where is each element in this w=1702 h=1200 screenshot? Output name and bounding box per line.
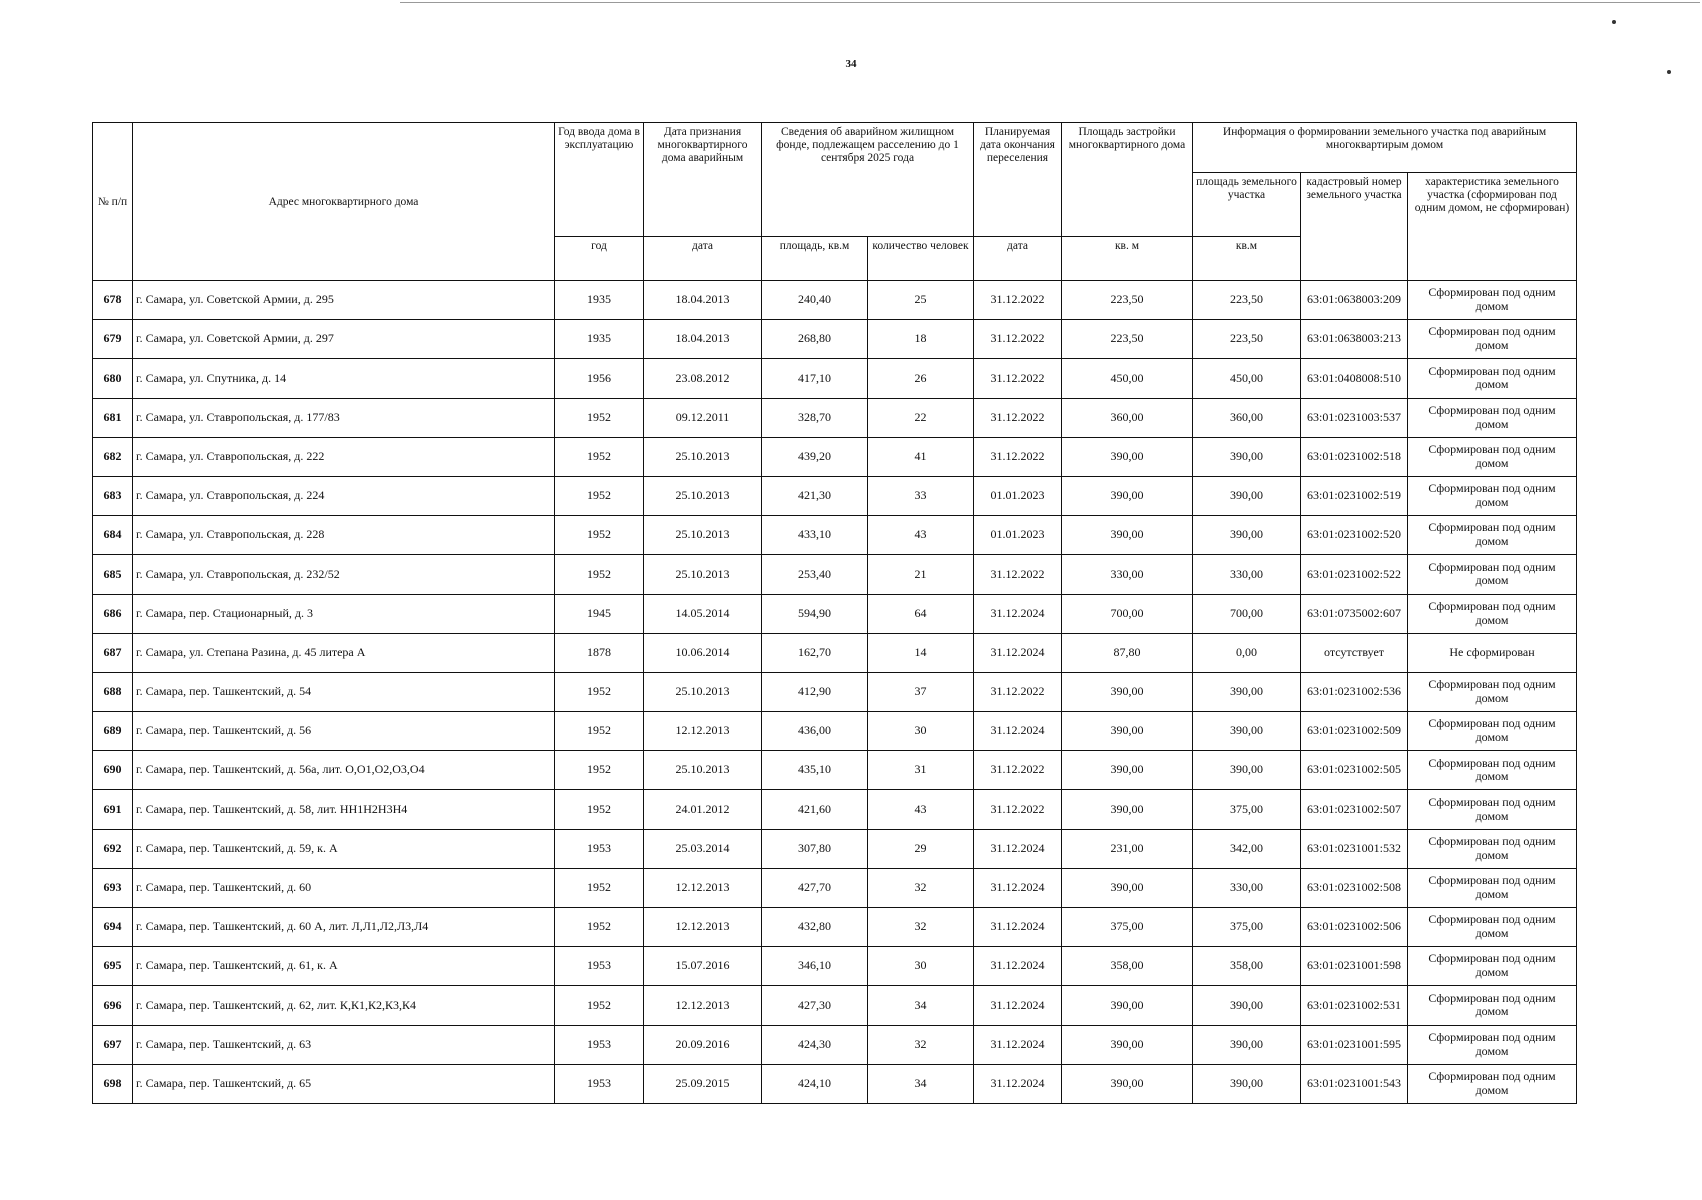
cell-no: 694 xyxy=(93,908,133,947)
cell-planned-date: 01.01.2023 xyxy=(974,476,1062,515)
cell-people: 31 xyxy=(868,751,974,790)
cell-people: 32 xyxy=(868,868,974,907)
cell-land-area: 390,00 xyxy=(1193,986,1301,1025)
cell-building-area: 358,00 xyxy=(1062,947,1193,986)
cell-land-area: 390,00 xyxy=(1193,672,1301,711)
cell-address: г. Самара, ул. Ставропольская, д. 177/83 xyxy=(133,398,555,437)
cell-land-status: Сформирован под одним домом xyxy=(1408,555,1577,594)
table-row xyxy=(93,320,1577,359)
cell-area: 433,10 xyxy=(762,516,868,555)
cell-address: г. Самара, ул. Степана Разина, д. 45 литера А xyxy=(133,633,555,672)
cell-land-status: Сформирован под одним домом xyxy=(1408,281,1577,320)
cell-cadastral: 63:01:0231002:505 xyxy=(1301,751,1408,790)
table-row xyxy=(93,476,1577,515)
table-row xyxy=(93,594,1577,633)
cell-land-status: Сформирован под одним домом xyxy=(1408,516,1577,555)
cell-planned-date: 31.12.2024 xyxy=(974,868,1062,907)
table-row xyxy=(93,672,1577,711)
cell-cadastral: 63:01:0231001:532 xyxy=(1301,829,1408,868)
cell-year: 1953 xyxy=(555,1064,644,1103)
cell-year: 1952 xyxy=(555,712,644,751)
cell-people: 43 xyxy=(868,516,974,555)
cell-no: 688 xyxy=(93,672,133,711)
cell-land-status: Сформирован под одним домом xyxy=(1408,320,1577,359)
cell-no: 678 xyxy=(93,281,133,320)
cell-land-status: Сформирован под одним домом xyxy=(1408,712,1577,751)
cell-planned-date: 31.12.2024 xyxy=(974,712,1062,751)
header-row-top xyxy=(93,123,1577,173)
page-number: 34 xyxy=(845,58,857,70)
cell-building-area: 450,00 xyxy=(1062,359,1193,398)
cell-address: г. Самара, пер. Ташкентский, д. 61, к. А xyxy=(133,947,555,986)
cell-land-status: Сформирован под одним домом xyxy=(1408,986,1577,1025)
cell-year: 1952 xyxy=(555,672,644,711)
cell-cadastral: 63:01:0735002:607 xyxy=(1301,594,1408,633)
cell-year: 1952 xyxy=(555,476,644,515)
cell-land-status: Не сформирован xyxy=(1408,633,1577,672)
cell-planned-date: 31.12.2022 xyxy=(974,320,1062,359)
cell-no: 697 xyxy=(93,1025,133,1064)
cell-area: 253,40 xyxy=(762,555,868,594)
cell-date: 25.09.2015 xyxy=(644,1064,762,1103)
cell-people: 25 xyxy=(868,281,974,320)
table-row xyxy=(93,633,1577,672)
table-row xyxy=(93,398,1577,437)
cell-building-area: 390,00 xyxy=(1062,476,1193,515)
cell-people: 30 xyxy=(868,947,974,986)
cell-year: 1953 xyxy=(555,1025,644,1064)
cell-address: г. Самара, ул. Ставропольская, д. 228 xyxy=(133,516,555,555)
cell-address: г. Самара, пер. Ташкентский, д. 65 xyxy=(133,1064,555,1103)
header-housing-info: Сведения об аварийном жилищном фонде, подлежащем расселению до 1 сентября 2025 года xyxy=(762,123,974,237)
cell-land-area: 330,00 xyxy=(1193,555,1301,594)
cell-land-area: 375,00 xyxy=(1193,908,1301,947)
cell-cadastral: 63:01:0231002:522 xyxy=(1301,555,1408,594)
table-row xyxy=(93,712,1577,751)
cell-building-area: 231,00 xyxy=(1062,829,1193,868)
cell-land-status: Сформирован под одним домом xyxy=(1408,437,1577,476)
cell-building-area: 390,00 xyxy=(1062,751,1193,790)
cell-cadastral: 63:01:0231002:508 xyxy=(1301,868,1408,907)
cell-date: 12.12.2013 xyxy=(644,712,762,751)
cell-area: 240,40 xyxy=(762,281,868,320)
cell-no: 686 xyxy=(93,594,133,633)
cell-year: 1952 xyxy=(555,908,644,947)
cell-planned-date: 01.01.2023 xyxy=(974,516,1062,555)
cell-year: 1952 xyxy=(555,868,644,907)
header-cadastral: кадастровый номер земельного участка xyxy=(1301,173,1408,281)
cell-year: 1952 xyxy=(555,398,644,437)
cell-planned-date: 31.12.2024 xyxy=(974,1064,1062,1103)
header-no: № п/п xyxy=(93,123,133,281)
cell-planned-date: 31.12.2022 xyxy=(974,672,1062,711)
scan-artifact-dot xyxy=(1612,20,1616,24)
cell-cadastral: 63:01:0231002:519 xyxy=(1301,476,1408,515)
cell-land-status: Сформирован под одним домом xyxy=(1408,1064,1577,1103)
cell-no: 682 xyxy=(93,437,133,476)
cell-date: 18.04.2013 xyxy=(644,281,762,320)
cell-year: 1952 xyxy=(555,986,644,1025)
table-row xyxy=(93,947,1577,986)
cell-address: г. Самара, ул. Советской Армии, д. 297 xyxy=(133,320,555,359)
cell-land-area: 450,00 xyxy=(1193,359,1301,398)
cell-date: 12.12.2013 xyxy=(644,868,762,907)
cell-planned-date: 31.12.2022 xyxy=(974,437,1062,476)
cell-cadastral: 63:01:0638003:209 xyxy=(1301,281,1408,320)
cell-area: 424,10 xyxy=(762,1064,868,1103)
cell-land-status: Сформирован под одним домом xyxy=(1408,594,1577,633)
cell-no: 693 xyxy=(93,868,133,907)
cell-cadastral: 63:01:0231002:520 xyxy=(1301,516,1408,555)
unit-area: площадь, кв.м xyxy=(762,237,868,281)
cell-planned-date: 31.12.2024 xyxy=(974,594,1062,633)
table-row xyxy=(93,281,1577,320)
cell-cadastral: 63:01:0231003:537 xyxy=(1301,398,1408,437)
cell-people: 34 xyxy=(868,1064,974,1103)
header-planned-date: Планируемая дата окончания переселения xyxy=(974,123,1062,237)
table-row xyxy=(93,751,1577,790)
header-land-status: характеристика земельного участка (сформирован под одним домом, не сформирован) xyxy=(1408,173,1577,281)
cell-no: 685 xyxy=(93,555,133,594)
cell-cadastral: 63:01:0231002:507 xyxy=(1301,790,1408,829)
cell-area: 421,30 xyxy=(762,476,868,515)
cell-land-status: Сформирован под одним домом xyxy=(1408,359,1577,398)
cell-people: 32 xyxy=(868,908,974,947)
cell-area: 268,80 xyxy=(762,320,868,359)
cell-address: г. Самара, пер. Ташкентский, д. 56 xyxy=(133,712,555,751)
cell-year: 1878 xyxy=(555,633,644,672)
cell-date: 09.12.2011 xyxy=(644,398,762,437)
cell-land-area: 390,00 xyxy=(1193,712,1301,751)
cell-land-status: Сформирован под одним домом xyxy=(1408,672,1577,711)
cell-planned-date: 31.12.2022 xyxy=(974,751,1062,790)
table-row xyxy=(93,1064,1577,1103)
cell-land-status: Сформирован под одним домом xyxy=(1408,908,1577,947)
cell-no: 684 xyxy=(93,516,133,555)
header-building-area: Площадь застройки многоквартирного дома xyxy=(1062,123,1193,237)
cell-cadastral: 63:01:0231002:531 xyxy=(1301,986,1408,1025)
cell-date: 25.10.2013 xyxy=(644,516,762,555)
cell-cadastral: 63:01:0638003:213 xyxy=(1301,320,1408,359)
cell-no: 680 xyxy=(93,359,133,398)
cell-planned-date: 31.12.2022 xyxy=(974,555,1062,594)
cell-date: 25.10.2013 xyxy=(644,476,762,515)
cell-people: 26 xyxy=(868,359,974,398)
cell-land-area: 390,00 xyxy=(1193,1064,1301,1103)
cell-area: 435,10 xyxy=(762,751,868,790)
cell-area: 412,90 xyxy=(762,672,868,711)
cell-date: 14.05.2014 xyxy=(644,594,762,633)
cell-date: 24.01.2012 xyxy=(644,790,762,829)
table-body xyxy=(93,281,1577,1104)
table-row xyxy=(93,908,1577,947)
table-row xyxy=(93,829,1577,868)
cell-cadastral: 63:01:0231001:598 xyxy=(1301,947,1408,986)
header-year-built: Год ввода дома в эксплуатацию xyxy=(555,123,644,237)
cell-address: г. Самара, ул. Советской Армии, д. 295 xyxy=(133,281,555,320)
cell-no: 689 xyxy=(93,712,133,751)
cell-land-area: 390,00 xyxy=(1193,437,1301,476)
cell-year: 1952 xyxy=(555,751,644,790)
cell-planned-date: 31.12.2022 xyxy=(974,790,1062,829)
cell-year: 1945 xyxy=(555,594,644,633)
cell-address: г. Самара, пер. Ташкентский, д. 54 xyxy=(133,672,555,711)
cell-date: 15.07.2016 xyxy=(644,947,762,986)
cell-land-area: 390,00 xyxy=(1193,476,1301,515)
cell-no: 696 xyxy=(93,986,133,1025)
cell-land-area: 375,00 xyxy=(1193,790,1301,829)
cell-year: 1952 xyxy=(555,437,644,476)
cell-building-area: 390,00 xyxy=(1062,1064,1193,1103)
scan-artifact-dot xyxy=(1667,70,1671,74)
emergency-housing-table xyxy=(92,122,1577,1104)
cell-date: 23.08.2012 xyxy=(644,359,762,398)
cell-year: 1953 xyxy=(555,829,644,868)
cell-people: 29 xyxy=(868,829,974,868)
cell-date: 25.03.2014 xyxy=(644,829,762,868)
cell-land-status: Сформирован под одним домом xyxy=(1408,751,1577,790)
cell-area: 439,20 xyxy=(762,437,868,476)
cell-date: 18.04.2013 xyxy=(644,320,762,359)
table-row xyxy=(93,516,1577,555)
cell-people: 43 xyxy=(868,790,974,829)
unit-year: год xyxy=(555,237,644,281)
cell-area: 346,10 xyxy=(762,947,868,986)
table-row xyxy=(93,555,1577,594)
cell-area: 417,10 xyxy=(762,359,868,398)
cell-building-area: 87,80 xyxy=(1062,633,1193,672)
cell-address: г. Самара, пер. Стационарный, д. 3 xyxy=(133,594,555,633)
cell-land-status: Сформирован под одним домом xyxy=(1408,476,1577,515)
cell-no: 679 xyxy=(93,320,133,359)
cell-land-status: Сформирован под одним домом xyxy=(1408,829,1577,868)
cell-building-area: 390,00 xyxy=(1062,1025,1193,1064)
cell-area: 427,30 xyxy=(762,986,868,1025)
cell-building-area: 390,00 xyxy=(1062,790,1193,829)
unit-land-area: кв.м xyxy=(1193,237,1301,281)
cell-building-area: 223,50 xyxy=(1062,281,1193,320)
cell-no: 692 xyxy=(93,829,133,868)
table-row xyxy=(93,437,1577,476)
cell-year: 1953 xyxy=(555,947,644,986)
cell-people: 18 xyxy=(868,320,974,359)
cell-cadastral: 63:01:0231002:536 xyxy=(1301,672,1408,711)
cell-cadastral: отсутствует xyxy=(1301,633,1408,672)
scan-artifact-line xyxy=(400,2,1700,3)
cell-land-area: 223,50 xyxy=(1193,320,1301,359)
cell-planned-date: 31.12.2024 xyxy=(974,1025,1062,1064)
cell-land-area: 390,00 xyxy=(1193,751,1301,790)
cell-people: 30 xyxy=(868,712,974,751)
cell-planned-date: 31.12.2024 xyxy=(974,947,1062,986)
cell-building-area: 700,00 xyxy=(1062,594,1193,633)
cell-address: г. Самара, пер. Ташкентский, д. 63 xyxy=(133,1025,555,1064)
cell-year: 1935 xyxy=(555,281,644,320)
cell-area: 436,00 xyxy=(762,712,868,751)
cell-planned-date: 31.12.2022 xyxy=(974,281,1062,320)
cell-year: 1952 xyxy=(555,790,644,829)
cell-no: 691 xyxy=(93,790,133,829)
cell-land-area: 700,00 xyxy=(1193,594,1301,633)
table-row xyxy=(93,986,1577,1025)
cell-people: 64 xyxy=(868,594,974,633)
cell-land-status: Сформирован под одним домом xyxy=(1408,868,1577,907)
cell-land-status: Сформирован под одним домом xyxy=(1408,790,1577,829)
header-address: Адрес многоквартирного дома xyxy=(133,123,555,281)
cell-date: 12.12.2013 xyxy=(644,986,762,1025)
cell-area: 424,30 xyxy=(762,1025,868,1064)
cell-no: 681 xyxy=(93,398,133,437)
cell-date: 25.10.2013 xyxy=(644,672,762,711)
cell-area: 432,80 xyxy=(762,908,868,947)
cell-area: 594,90 xyxy=(762,594,868,633)
cell-no: 698 xyxy=(93,1064,133,1103)
cell-building-area: 390,00 xyxy=(1062,672,1193,711)
cell-cadastral: 63:01:0231002:509 xyxy=(1301,712,1408,751)
cell-people: 32 xyxy=(868,1025,974,1064)
cell-people: 33 xyxy=(868,476,974,515)
cell-people: 34 xyxy=(868,986,974,1025)
cell-planned-date: 31.12.2022 xyxy=(974,359,1062,398)
table-row xyxy=(93,1025,1577,1064)
cell-no: 690 xyxy=(93,751,133,790)
cell-address: г. Самара, пер. Ташкентский, д. 56а, лит. О,О1,О2,О3,О4 xyxy=(133,751,555,790)
cell-area: 162,70 xyxy=(762,633,868,672)
cell-cadastral: 63:01:0231001:595 xyxy=(1301,1025,1408,1064)
cell-address: г. Самара, пер. Ташкентский, д. 58, лит. НН1Н2Н3Н4 xyxy=(133,790,555,829)
cell-planned-date: 31.12.2024 xyxy=(974,986,1062,1025)
cell-year: 1952 xyxy=(555,516,644,555)
cell-building-area: 390,00 xyxy=(1062,437,1193,476)
cell-building-area: 390,00 xyxy=(1062,712,1193,751)
cell-date: 25.10.2013 xyxy=(644,555,762,594)
cell-cadastral: 63:01:0408008:510 xyxy=(1301,359,1408,398)
cell-land-area: 390,00 xyxy=(1193,516,1301,555)
cell-land-area: 390,00 xyxy=(1193,1025,1301,1064)
cell-land-area: 223,50 xyxy=(1193,281,1301,320)
cell-date: 25.10.2013 xyxy=(644,751,762,790)
cell-building-area: 375,00 xyxy=(1062,908,1193,947)
cell-year: 1956 xyxy=(555,359,644,398)
cell-building-area: 330,00 xyxy=(1062,555,1193,594)
header-date-emergency: Дата признания многоквартирного дома аварийным xyxy=(644,123,762,237)
cell-people: 37 xyxy=(868,672,974,711)
cell-land-area: 358,00 xyxy=(1193,947,1301,986)
cell-land-status: Сформирован под одним домом xyxy=(1408,398,1577,437)
unit-building-area: кв. м xyxy=(1062,237,1193,281)
cell-no: 695 xyxy=(93,947,133,986)
cell-address: г. Самара, ул. Ставропольская, д. 224 xyxy=(133,476,555,515)
cell-planned-date: 31.12.2024 xyxy=(974,829,1062,868)
cell-building-area: 223,50 xyxy=(1062,320,1193,359)
cell-cadastral: 63:01:0231002:518 xyxy=(1301,437,1408,476)
cell-planned-date: 31.12.2022 xyxy=(974,398,1062,437)
unit-planned-date: дата xyxy=(974,237,1062,281)
cell-planned-date: 31.12.2024 xyxy=(974,633,1062,672)
cell-cadastral: 63:01:0231002:506 xyxy=(1301,908,1408,947)
cell-year: 1935 xyxy=(555,320,644,359)
cell-address: г. Самара, пер. Ташкентский, д. 60 А, лит. Л,Л1,Л2,Л3,Л4 xyxy=(133,908,555,947)
cell-address: г. Самара, ул. Спутника, д. 14 xyxy=(133,359,555,398)
cell-cadastral: 63:01:0231001:543 xyxy=(1301,1064,1408,1103)
cell-people: 14 xyxy=(868,633,974,672)
cell-date: 10.06.2014 xyxy=(644,633,762,672)
cell-no: 687 xyxy=(93,633,133,672)
unit-date: дата xyxy=(644,237,762,281)
cell-building-area: 390,00 xyxy=(1062,986,1193,1025)
cell-area: 307,80 xyxy=(762,829,868,868)
cell-date: 20.09.2016 xyxy=(644,1025,762,1064)
cell-people: 41 xyxy=(868,437,974,476)
cell-building-area: 390,00 xyxy=(1062,516,1193,555)
cell-area: 421,60 xyxy=(762,790,868,829)
cell-planned-date: 31.12.2024 xyxy=(974,908,1062,947)
cell-building-area: 360,00 xyxy=(1062,398,1193,437)
cell-address: г. Самара, пер. Ташкентский, д. 59, к. А xyxy=(133,829,555,868)
cell-address: г. Самара, пер. Ташкентский, д. 60 xyxy=(133,868,555,907)
cell-area: 328,70 xyxy=(762,398,868,437)
cell-land-area: 342,00 xyxy=(1193,829,1301,868)
cell-date: 12.12.2013 xyxy=(644,908,762,947)
unit-people: количество человек xyxy=(868,237,974,281)
cell-land-area: 330,00 xyxy=(1193,868,1301,907)
cell-land-status: Сформирован под одним домом xyxy=(1408,1025,1577,1064)
cell-address: г. Самара, пер. Ташкентский, д. 62, лит. К,К1,К2,К3,К4 xyxy=(133,986,555,1025)
cell-building-area: 390,00 xyxy=(1062,868,1193,907)
table-row xyxy=(93,868,1577,907)
cell-year: 1952 xyxy=(555,555,644,594)
cell-land-area: 0,00 xyxy=(1193,633,1301,672)
cell-people: 21 xyxy=(868,555,974,594)
cell-land-area: 360,00 xyxy=(1193,398,1301,437)
cell-area: 427,70 xyxy=(762,868,868,907)
table-row xyxy=(93,790,1577,829)
cell-no: 683 xyxy=(93,476,133,515)
cell-address: г. Самара, ул. Ставропольская, д. 232/52 xyxy=(133,555,555,594)
cell-people: 22 xyxy=(868,398,974,437)
header-land-area: площадь земельного участка xyxy=(1193,173,1301,237)
cell-land-status: Сформирован под одним домом xyxy=(1408,947,1577,986)
cell-date: 25.10.2013 xyxy=(644,437,762,476)
table-row xyxy=(93,359,1577,398)
header-land-info: Информация о формировании земельного участка под аварийным многоквартирым домом xyxy=(1193,123,1577,173)
cell-address: г. Самара, ул. Ставропольская, д. 222 xyxy=(133,437,555,476)
